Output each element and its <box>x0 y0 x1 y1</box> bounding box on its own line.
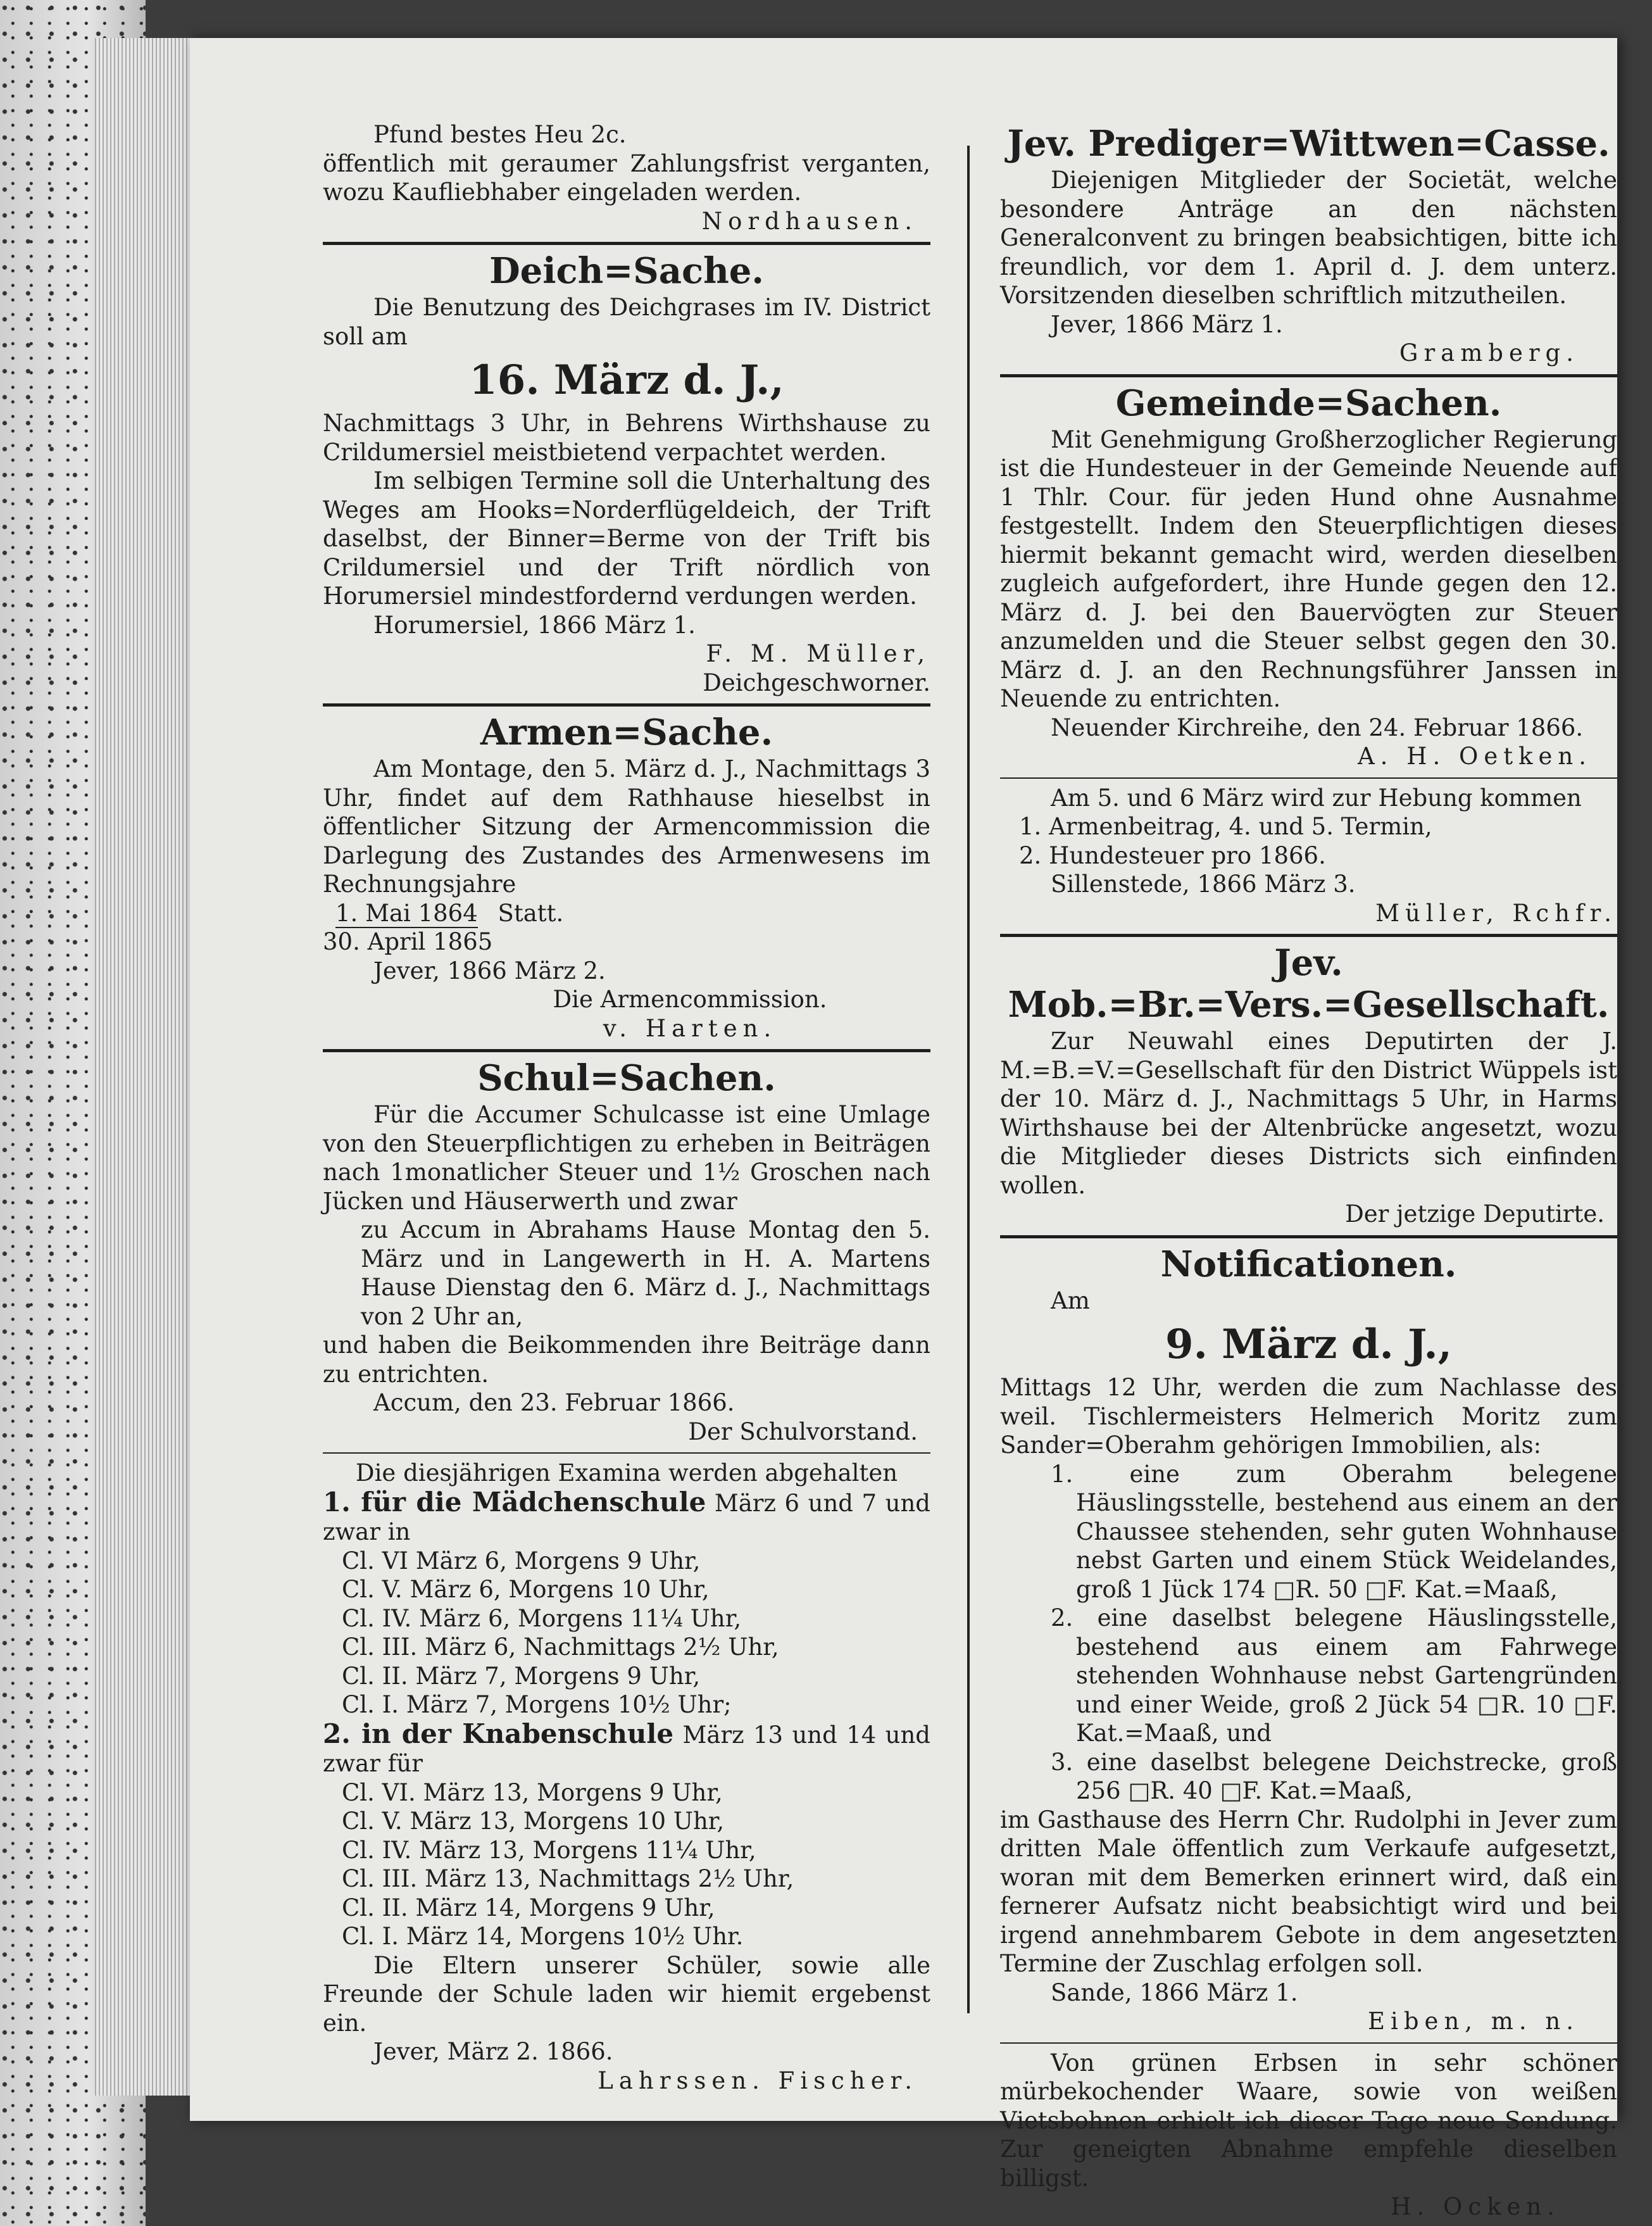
section-rule <box>1000 374 1617 377</box>
gemeinde-p1: Mit Genehmigung Großherzoglicher Regierung ist die Hundesteuer in der Gemeinde Neuende auf 1 Thlr. Cour. für jeden Hund ohne Ausnahme festgestellt. Indem den Steuerpflichtigen dieses hiermit bekannt gemacht wird, werden dieselben zugleich aufgefordert, ihre Hunde gegen den 12. März d. J. bei den Bauervögten zur Steuer anzumelden und die Steuer selbst gegen den 30. März d. J. an den Rechnungsführer Janssen in Neuende zu entrichten. <box>1000 425 1617 712</box>
list-item: Cl. V. März 13, Morgens 10 Uhr, <box>342 1808 725 1835</box>
list-item: 3. eine daselbst belegene Deichstrecke, groß 256 □R. 40 □F. Kat.=Maaß, <box>1051 1748 1617 1804</box>
section-rule <box>323 242 930 245</box>
gemeinde-signature: A. H. Oetken. <box>1357 743 1592 770</box>
notif-signature: Eiben, m. n. <box>1368 2008 1579 2035</box>
armen-place: Jever, 1866 März 2. <box>373 957 606 984</box>
armen-section <box>323 712 930 1043</box>
deich-section <box>323 250 930 697</box>
list-item: Cl. I. März 14, Morgens 10½ Uhr. <box>342 1923 744 1950</box>
prediger-title: Jev. Prediger=Wittwen=Casse. <box>1007 123 1610 165</box>
schul-signature: Der Schulvorstand. <box>688 1418 918 1445</box>
armen-statt: Statt. <box>497 899 564 927</box>
thin-rule <box>323 1452 930 1454</box>
gemeinde-place2: Sillenstede, 1866 März 3. <box>1051 871 1356 898</box>
schul-p1: Für die Accumer Schulcasse ist eine Umlage von den Steuerpflichtigen zu erheben in Beiträgen nach 1monatlicher Steuer und 1½ Groschen nach Jücken und Häuserwerth und zwar <box>323 1101 930 1215</box>
schul-p3: und haben die Beikommenden ihre Beiträge dann zu entrichten. <box>323 1331 930 1388</box>
section-rule <box>323 1049 930 1052</box>
notif-am: Am <box>1051 1286 1090 1314</box>
exam-boys-dates: März 13 und 14 und zwar für <box>323 1721 930 1777</box>
exam-intro: Die diesjährigen Examina werden abgehalten <box>355 1459 898 1487</box>
prediger-place: Jever, 1866 März 1. <box>1051 310 1283 338</box>
notif-section <box>1000 1243 1617 2222</box>
list-item: 1. Armenbeitrag, 4. und 5. Termin, <box>1019 813 1432 840</box>
list-item: Cl. II. März 14, Morgens 9 Uhr, <box>342 1894 715 1921</box>
list-item: 1. eine zum Oberahm belegene Häuslingsstelle, bestehend aus einem an der Chaussee stehenden, sehr guten Wohnhause nebst Garten und einem Stück Weidelandes, groß 1 Jück 174 □R. 50 □F. Kat.=Maaß, <box>1051 1460 1617 1603</box>
notif-signature2: H. Ocken. <box>1391 2193 1560 2220</box>
thin-rule <box>1000 777 1617 779</box>
mob-p1: Zur Neuwahl eines Deputirten der J. M.=B.=V.=Gesellschaft für den District Wüppels ist der 10. März d. J., Nachmittags 5 Uhr, in Harms Wirthshause bei der Altenbrücke angesetzt, wozu die Mitglieder dieses Districts sich einfinden wollen. <box>1000 1028 1617 1199</box>
schul-section <box>323 1057 930 2095</box>
gemeinde-place: Neuender Kirchreihe, den 24. Februar 1866. <box>1051 714 1584 741</box>
deich-place: Horumersiel, 1866 März 1. <box>373 611 696 639</box>
notif-title: Notificationen. <box>1160 1243 1457 1285</box>
list-item: 2. Hundesteuer pro 1866. <box>1019 841 1326 869</box>
section-rule <box>323 703 930 707</box>
deich-p2: Nachmittags 3 Uhr, in Behrens Wirthshause zu Crildumersiel meistbietend verpachtet werden. <box>323 410 930 466</box>
list-item: 2. eine daselbst belegene Häuslingsstelle, bestehend aus einem am Fahrwege stehenden Wohnhause nebst Gartengründen und einer Weide, groß 2 Jück 54 □R. 10 □F. Kat.=Maaß, und <box>1051 1604 1617 1747</box>
deich-p3: Im selbigen Termine soll die Unterhaltung des Weges am Hooks=Norderflügeldeich, der Trift daselbst, der Binner=Berme von der Trift bis Crildumersiel und der Trift nördlich von Horumersiel mindestfordernd verdungen werden. <box>323 467 930 610</box>
gemeinde-p2: Am 5. und 6 März wird zur Hebung kommen <box>1051 784 1582 812</box>
list-item: Cl. I. März 7, Morgens 10½ Uhr; <box>342 1691 732 1718</box>
armen-year-from: 1. Mai 1864 <box>335 899 478 927</box>
schul-place2: Jever, März 2. 1866. <box>373 2038 613 2065</box>
notif-p1: Mittags 12 Uhr, werden die zum Nachlasse des weil. Tischlermeisters Helmerich Moritz zum Sander=Oberahm gehörigen Immobilien, als: <box>1000 1374 1617 1459</box>
list-item: Cl. IV. März 6, Morgens 11¼ Uhr, <box>342 1604 742 1632</box>
section-rule <box>1000 1235 1617 1238</box>
exam-boys-heading: 2. in der Knabenschule <box>323 1718 674 1749</box>
mob-title: Jev. Mob.=Br.=Vers.=Gesellschaft. <box>1008 942 1610 1026</box>
deich-title: Deich=Sache. <box>489 250 764 292</box>
schul-place: Accum, den 23. Februar 1866. <box>373 1389 735 1416</box>
deich-p1: Die Benutzung des Deichgrases im IV. District soll am <box>323 294 930 350</box>
left-column <box>323 120 930 2095</box>
armen-year-to: 30. April 1865 <box>323 928 493 955</box>
list-item: Cl. III. März 6, Nachmittags 2½ Uhr, <box>342 1633 779 1661</box>
prediger-p1: Diejenigen Mitglieder der Societät, welche besondere Anträge an den nächsten Generalconvent zu bringen beabsichtigen, bitte ich freundlich, vor dem 1. April d. J. dem unterz. Vorsitzenden dieselben schriftlich mitzutheilen. <box>1000 167 1617 309</box>
gemeinde-section <box>1000 382 1617 928</box>
deich-signature-title: Deichgeschworner. <box>703 669 930 696</box>
armen-title: Armen=Sache. <box>480 712 773 753</box>
notif-date: 9. März d. J., <box>1165 1321 1452 1368</box>
schul-signature2: Lahrssen. Fischer. <box>598 2066 918 2094</box>
notif-place: Sande, 1866 März 1. <box>1051 1978 1298 2006</box>
schul-p4: Die Eltern unserer Schüler, sowie alle Freunde der Schule laden wir hiemit ergebenst ein. <box>323 1951 930 2037</box>
exam-girls-dates: März 6 und 7 und zwar in <box>323 1489 930 1545</box>
right-column <box>1000 120 1617 2222</box>
mob-signature: Der jetzige Deputirte. <box>1345 1200 1605 1228</box>
schul-p2: zu Accum in Abrahams Hause Montag den 5. März und in Langewerth in H. A. Martens Hause Dienstag den 6. März d. J., Nachmittags von 2 Uhr an, <box>361 1216 930 1330</box>
list-item: Cl. II. März 7, Morgens 9 Uhr, <box>342 1662 701 1690</box>
prediger-signature: Gramberg. <box>1399 339 1579 367</box>
deich-date: 16. März d. J., <box>469 356 784 404</box>
armen-p1: Am Montage, den 5. März d. J., Nachmittags 3 Uhr, findet auf dem Rathhause hieselbst in öffentlicher Sitzung der Armencommission die Darlegung des Zustandes des Armenwesens im Rechnungsjahre <box>323 755 930 898</box>
intro-line: Pfund bestes Heu 2c. <box>373 121 627 148</box>
exam-girls-list <box>323 1547 930 1720</box>
exam-boys-list <box>323 1778 930 1951</box>
thin-rule <box>1000 2042 1617 2044</box>
gemeinde-title: Gemeinde=Sachen. <box>1115 382 1502 424</box>
list-item: Cl. IV. März 13, Morgens 11¼ Uhr, <box>342 1836 756 1864</box>
list-item: Cl. V. März 6, Morgens 10 Uhr, <box>342 1576 710 1603</box>
prediger-section <box>1000 123 1617 368</box>
deich-signature: F. M. Müller, <box>706 640 930 667</box>
notif-p2: im Gasthause des Herrn Chr. Rudolphi in Jever zum dritten Male öffentlich zum Verkaufe aufgesetzt, woran mit dem Bemerken erinnert wird, daß ein fernerer Aufsatz nicht beabsichtigt wird und bei irgend annehmbarem Gebote in dem angesetzten Termine der Zuschlag erfolgen soll. <box>1000 1806 1617 1977</box>
intro-signature: Nordhausen. <box>701 207 918 235</box>
newspaper-page <box>190 38 1617 2220</box>
armen-signature-name: v. Harten. <box>603 1014 777 1042</box>
section-rule <box>1000 934 1617 937</box>
notif-p3: Von grünen Erbsen in sehr schöner mürbekochender Waare, sowie von weißen Vietsbohnen erhielt ich dieser Tage neue Sendung. Zur geneigten Abnahme empfehle dieselben billigst. <box>1000 2049 1617 2192</box>
list-item: Cl. VI. März 13, Morgens 9 Uhr, <box>342 1778 723 1806</box>
schul-title: Schul=Sachen. <box>477 1057 776 1099</box>
page-edges <box>95 38 190 2096</box>
gemeinde-signature2: Müller, Rchfr. <box>1375 899 1617 927</box>
exam-girls-heading: 1. für die Mädchenschule <box>323 1486 706 1518</box>
column-divider <box>967 146 970 2013</box>
armen-signature: Die Armencommission. <box>553 986 827 1013</box>
intro-text: öffentlich mit geraumer Zahlungsfrist verganten, wozu Kaufliebhaber eingeladen werden. <box>323 149 930 206</box>
mob-section <box>1000 942 1617 1229</box>
list-item: Cl. III. März 13, Nachmittags 2½ Uhr, <box>342 1865 794 1892</box>
list-item: Cl. VI März 6, Morgens 9 Uhr, <box>342 1547 701 1575</box>
